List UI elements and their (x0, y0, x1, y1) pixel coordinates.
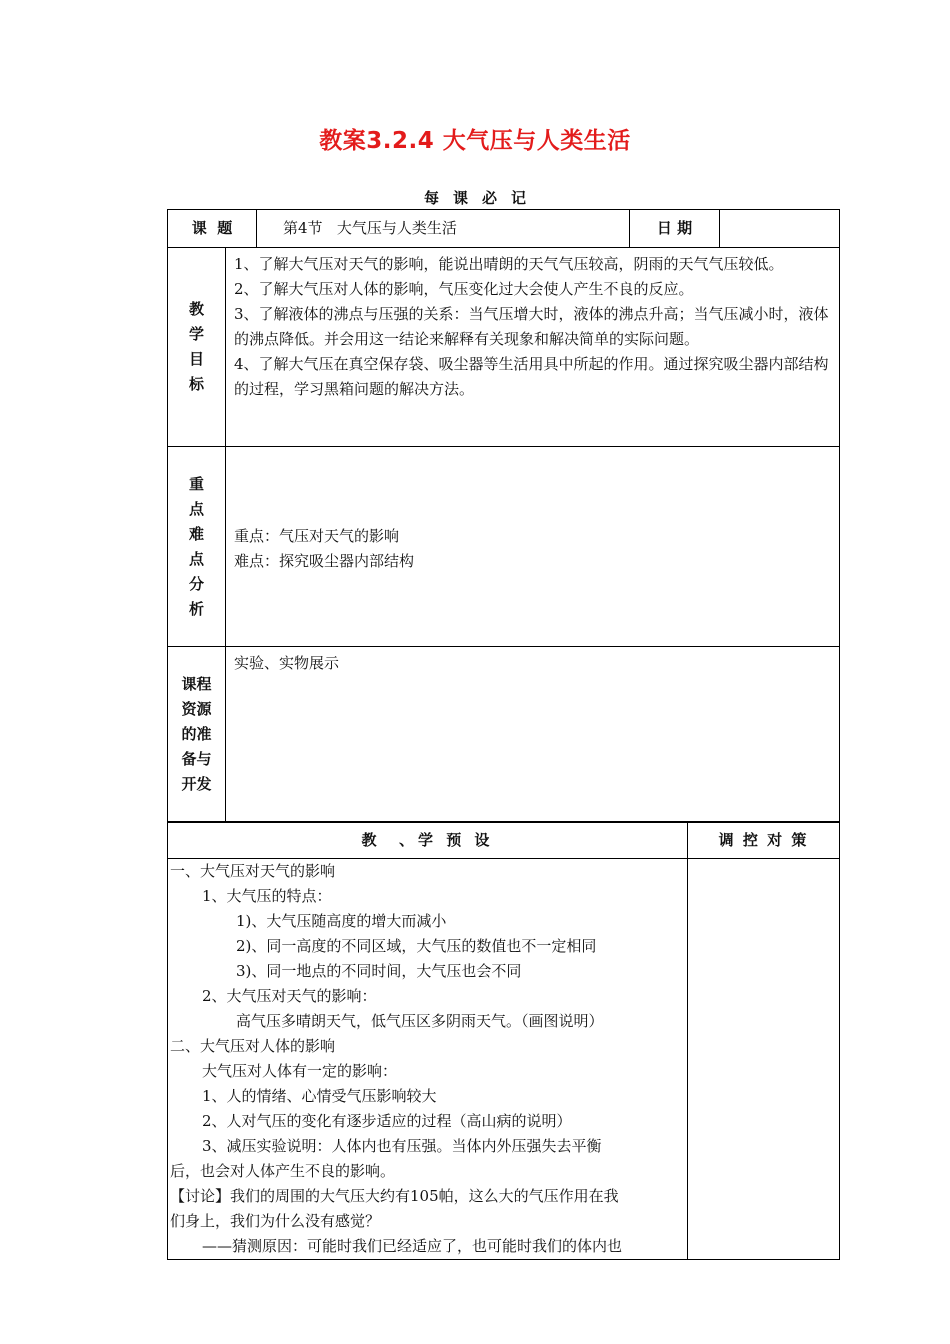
lesson-line: 【讨论】我们的周围的大气压大约有105帕，这么大的气压作用在我 (170, 1187, 619, 1205)
lesson-line: 1)、大气压随高度的增大而减小 (236, 912, 447, 930)
lesson-line: 3)、同一地点的不同时间，大气压也会不同 (236, 962, 522, 980)
resources-content: 实验、实物展示 (226, 647, 840, 822)
objectives-content (226, 248, 840, 447)
topic-value: 第4节 大气压与人类生活 (257, 210, 630, 248)
lesson-line: 2、大气压对天气的影响： (202, 987, 377, 1005)
key-points-label: 重 点 难 点 分 析 (168, 447, 226, 647)
resources-label: 课程 资源 的准 备与 开发 (168, 647, 226, 822)
lesson-line: 一、大气压对天气的影响 (170, 862, 336, 880)
lesson-line: 们身上，我们为什么没有感觉？ (170, 1212, 381, 1230)
lesson-line: 二、大气压对人体的影响 (170, 1037, 336, 1055)
lesson-plan-header: 教 、学 预 设 (168, 823, 688, 859)
lesson-line: 后，也会对人体产生不良的影响。 (170, 1162, 396, 1180)
lesson-line: 1、人的情绪、心情受气压影响较大 (202, 1087, 437, 1105)
adjustment-body (688, 859, 840, 1260)
document-subtitle: 每课必记 (423, 189, 540, 207)
lesson-line: 1、大气压的特点： (202, 887, 332, 905)
objective-item: 3、了解液体的沸点与压强的关系：当气压增大时，液体的沸点升高；当气压减小时，液体的沸点降低。并会用这一结论来解释有关现象和解决简单的实际问题。 (234, 305, 829, 348)
objective-item: 4、了解大气压在真空保存袋、吸尘器等生活用具中所起的作用。通过探究吸尘器内部结构的过程，学习黑箱问题的解决方法。 (234, 355, 829, 398)
date-label: 日 期 (630, 210, 720, 248)
document-title: 教案3.2.4 大气压与人类生活 (319, 128, 631, 154)
key-points-content (226, 447, 840, 647)
lesson-line: 2)、同一高度的不同区域，大气压的数值也不一定相同 (236, 937, 597, 955)
date-value[interactable] (720, 210, 840, 248)
lesson-line: 高气压多晴朗天气，低气压区多阴雨天气。（画图说明） (236, 1012, 604, 1030)
lesson-line: 2、人对气压的变化有逐步适应的过程（高山病的说明） (202, 1112, 572, 1130)
topic-label: 课 题 (168, 210, 257, 248)
objective-item: 2、了解大气压对人体的影响，气压变化过大会使人产生不良的反应。 (234, 280, 694, 298)
objective-item: 1、了解大气压对天气的影响，能说出晴朗的天气气压较高，阴雨的天气气压较低。 (234, 255, 784, 273)
lesson-line: 3、减压实验说明：人体内也有压强。当体内外压强失去平衡 (202, 1137, 602, 1155)
lesson-plan-table (167, 822, 840, 1260)
lesson-line: ——猜测原因：可能时我们已经适应了，也可能时我们的体内也 (202, 1237, 623, 1255)
objectives-label: 教 学 目 标 (168, 248, 226, 447)
lesson-plan-body (168, 859, 688, 1260)
lesson-line: 大气压对人体有一定的影响： (202, 1062, 398, 1080)
key-point: 重点：气压对天气的影响 (234, 526, 400, 545)
difficult-point: 难点：探究吸尘器内部结构 (234, 551, 415, 570)
lesson-info-table (167, 209, 840, 822)
adjustment-header: 调 控 对 策 (688, 823, 840, 859)
lesson-lines (170, 859, 681, 1259)
